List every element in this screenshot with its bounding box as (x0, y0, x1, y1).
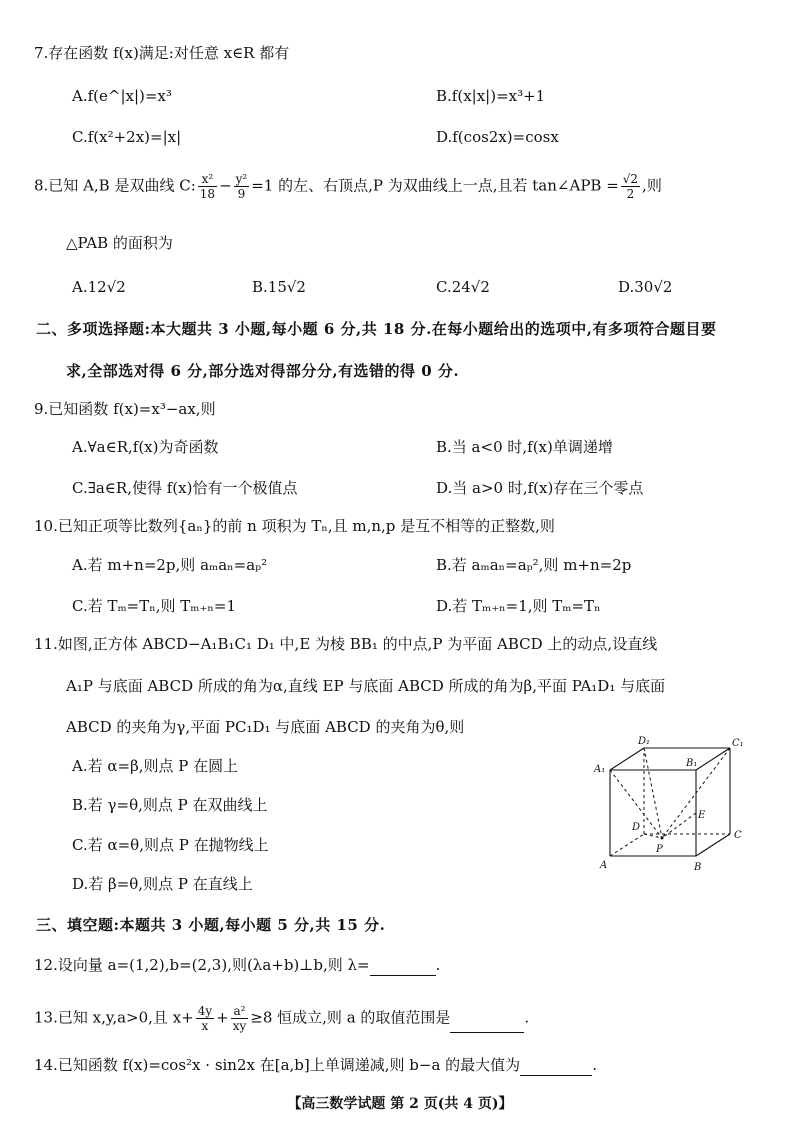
q10-option-a: A.若 m+n=2p,则 aₘaₙ=aₚ² (72, 556, 268, 574)
q8-fraction-sqrt2-2: $\frac{√2}{2}$ (622, 172, 639, 201)
q11-stem-line3: ABCD 的夹角为γ,平面 PC₁D₁ 与底面 ABCD 的夹角为θ,则 (66, 718, 465, 736)
edge-b-c (696, 834, 730, 856)
label-c1: C₁ (732, 738, 744, 749)
q13-stem: 13.已知 x,y,a>0,且 x+ $\frac{4y}{x}$ + $\frac{\text{a²}}{xy}$ ≥8 恒成立,则 a 的取值范围是 . (34, 1004, 530, 1033)
q10-stem: 10.已知正项等比数列{aₙ}的前 n 项积为 Tₙ,且 m,n,p 是互不相等的正整数,则 (34, 517, 555, 535)
label-p: P (656, 844, 663, 855)
q8-stem-end: ,则 (642, 176, 662, 195)
label-b: B (694, 862, 702, 873)
q9-option-d: D.当 a>0 时,f(x)存在三个零点 (436, 479, 644, 497)
q9-stem: 9.已知函数 f(x)=x³−ax,则 (34, 400, 216, 418)
q13-stem-end: . (524, 1008, 530, 1027)
q7-option-d: D.f(cos2x)=cosx (436, 128, 559, 146)
segment-e-p (662, 813, 696, 838)
q10-option-b: B.若 aₘaₙ=aₚ²,则 m+n=2p (436, 556, 632, 574)
q9-option-c: C.∃a∈R,使得 f(x)恰有一个极值点 (72, 479, 298, 497)
q7-option-b: B.f(x|x|)=x³+1 (436, 87, 546, 105)
cube-figure (590, 736, 760, 890)
section-2-header-line2: 求,全部选对得 6 分,部分选对得部分分,有选错的得 0 分. (66, 362, 460, 380)
q12-answer-blank[interactable] (370, 975, 436, 976)
q8-option-d: D.30√2 (618, 278, 673, 296)
q13-stem-pre: 13.已知 x,y,a>0,且 x+ (34, 1008, 194, 1027)
label-b1: B₁ (686, 758, 698, 769)
q13-fraction-a2-xy: $\frac{\text{a²}}{xy}$ (232, 1004, 247, 1033)
section-3-header: 三、填空题:本题共 3 小题,每小题 5 分,共 15 分. (36, 916, 386, 934)
q9-option-a: A.∀a∈R,f(x)为奇函数 (72, 438, 219, 456)
q8-option-b: B.15√2 (252, 278, 306, 296)
q8-fraction-y2-9: $\frac{\text{y²}}{9}$ (235, 172, 248, 201)
segment-d1-p (644, 748, 662, 838)
label-d: D (632, 822, 641, 833)
q7-option-a: A.f(e^|x|)=x³ (72, 87, 172, 105)
q8-stem-mid: =1 的左、右顶点,P 为双曲线上一点,且若 tan∠APB = (251, 176, 619, 195)
q10-option-c: C.若 Tₘ=Tₙ,则 Tₘ₊ₙ=1 (72, 597, 237, 615)
q8-option-c: C.24√2 (436, 278, 490, 296)
q8-stem: 8.已知 A,B 是双曲线 C: $\frac{\text{x²}}{18}$ − $\frac{\text{y²}}{9}$ =1 的左、右顶点,P 为双曲线上一点,且若 tan∠APB = $\frac{√2}{2}$ ,则 (34, 172, 662, 201)
label-a1: A₁ (594, 764, 606, 775)
q11-option-d: D.若 β=θ,则点 P 在直线上 (72, 875, 253, 893)
edge-a1-d1 (610, 748, 644, 770)
label-c: C (734, 830, 742, 841)
q11-option-a: A.若 α=β,则点 P 在圆上 (72, 757, 239, 775)
q11-option-c: C.若 α=θ,则点 P 在抛物线上 (72, 836, 269, 854)
section-2-header: 二、多项选择题:本大题共 3 小题,每小题 6 分,共 18 分.在每小题给出的选项中,有多项符合题目要 (36, 320, 717, 338)
q13-fraction-4y-x: $\frac{4y}{x}$ (197, 1004, 213, 1033)
edge-a-d-hidden (610, 834, 644, 856)
q8-stem-pre: 8.已知 A,B 是双曲线 C: (34, 176, 196, 195)
label-d1: D₁ (638, 736, 651, 747)
q12-stem-text: 12.设向量 a=(1,2),b=(2,3),则(λa+b)⊥b,则 λ= (34, 956, 370, 974)
q14-stem (34, 1054, 597, 1076)
q7-stem: 7.存在函数 f(x)满足:对任意 x∈R 都有 (34, 44, 290, 62)
q8-stem-line2: △PAB 的面积为 (66, 234, 173, 252)
q12-stem-end: . (435, 956, 441, 974)
page-footer: 【高三数学试题 第 2 页(共 4 页)】 (287, 1096, 513, 1112)
q8-option-a: A.12√2 (72, 278, 126, 296)
q11-stem-line2: A₁P 与底面 ABCD 所成的角为α,直线 EP 与底面 ABCD 所成的角为β,平面 PA₁D₁ 与底面 (66, 677, 666, 695)
q12-stem (34, 954, 440, 976)
q10-option-d: D.若 Tₘ₊ₙ=1,则 Tₘ=Tₙ (436, 597, 601, 615)
q13-stem-post: ≥8 恒成立,则 a 的取值范围是 (250, 1008, 451, 1027)
q9-option-b: B.当 a<0 时,f(x)单调递增 (436, 438, 613, 456)
q14-stem-text: 14.已知函数 f(x)=cos²x · sin2x 在[a,b]上单调递减,则 b−a 的最大值为 (34, 1056, 521, 1074)
q13-answer-blank[interactable] (450, 1032, 524, 1033)
q8-fraction-x2-18: $\frac{\text{x²}}{18}$ (199, 172, 216, 201)
label-a: A (600, 860, 608, 871)
segment-d-p (644, 834, 662, 838)
edge-b1-c1 (696, 748, 730, 770)
point-p-dot (661, 837, 664, 840)
q11-stem-line1: 11.如图,正方体 ABCD−A₁B₁C₁ D₁ 中,E 为棱 BB₁ 的中点,P 为平面 ABCD 上的动点,设直线 (34, 635, 658, 653)
label-e: E (698, 810, 706, 821)
q14-answer-blank[interactable] (520, 1075, 592, 1076)
q14-stem-end: . (592, 1056, 597, 1074)
q7-option-c: C.f(x²+2x)=|x| (72, 128, 182, 146)
q11-option-b: B.若 γ=θ,则点 P 在双曲线上 (72, 796, 268, 814)
